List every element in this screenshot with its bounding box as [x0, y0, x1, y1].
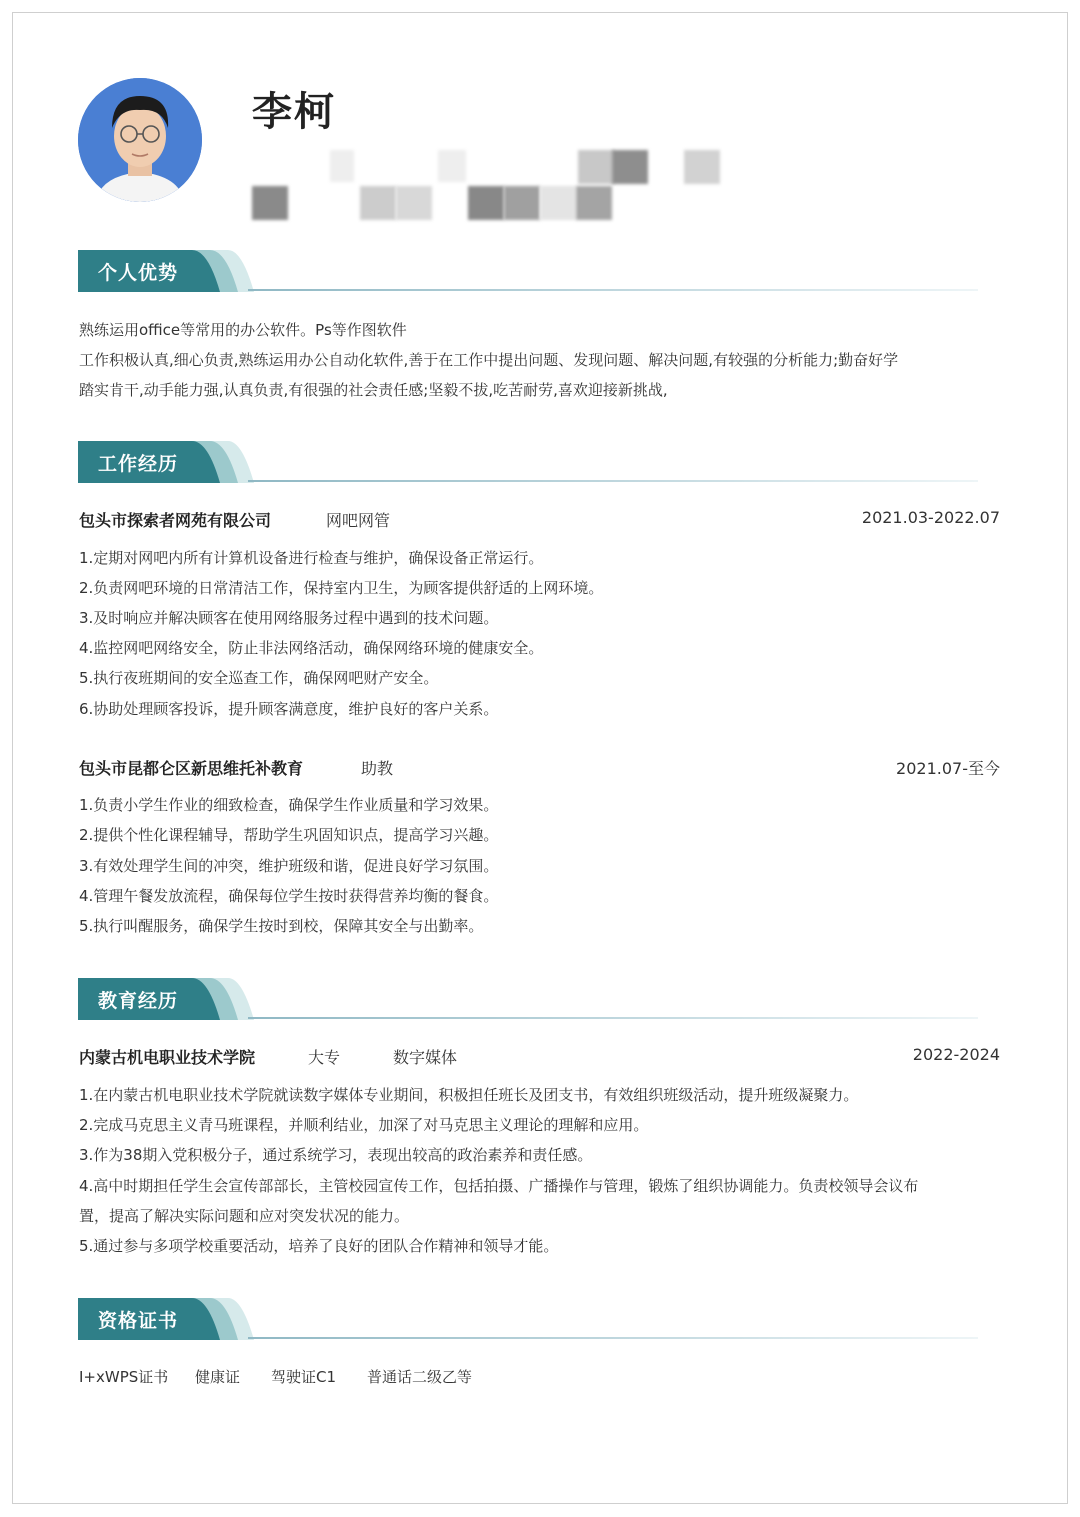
work-item: 5.执行夜班期间的安全巡查工作，确保网吧财产安全。 — [79, 669, 439, 687]
work-role: 助教 — [361, 759, 394, 778]
avatar — [78, 78, 202, 202]
section-divider — [248, 480, 978, 482]
certificate-item: 驾驶证C1 — [271, 1368, 337, 1386]
work-date: 2021.07-至今 — [896, 759, 1000, 778]
education-school: 内蒙古机电职业技术学院 — [79, 1048, 256, 1067]
work-item: 5.执行叫醒服务，确保学生按时到校，保障其安全与出勤率。 — [79, 917, 484, 935]
education-item: 5.通过参与多项学校重要活动，培养了良好的团队合作精神和领导才能。 — [79, 1237, 559, 1255]
advantage-line: 工作积极认真,细心负责,熟练运用办公自动化软件,善于在工作中提出问题、发现问题、解决问题,有较强的分析能力;勤奋好学 — [79, 351, 899, 369]
section-title: 资格证书 — [98, 1310, 179, 1332]
candidate-name: 李柯 — [252, 89, 336, 135]
section-title: 工作经历 — [98, 453, 179, 475]
section-header-advantages — [78, 250, 978, 294]
advantage-line: 熟练运用office等常用的办公软件。Ps等作图软件 — [79, 321, 407, 339]
work-item: 3.有效处理学生间的冲突，维护班级和谐，促进良好学习氛围。 — [79, 857, 499, 875]
work-item: 4.监控网吧网络安全，防止非法网络活动，确保网络环境的健康安全。 — [79, 639, 544, 657]
work-item: 6.协助处理顾客投诉，提升顾客满意度，维护良好的客户关系。 — [79, 700, 499, 718]
section-header-work — [78, 441, 978, 485]
section-divider — [248, 1017, 978, 1019]
work-item: 4.管理午餐发放流程，确保每位学生按时获得营养均衡的餐食。 — [79, 887, 499, 905]
work-item: 1.定期对网吧内所有计算机设备进行检查与维护，确保设备正常运行。 — [79, 549, 544, 567]
section-divider — [248, 289, 978, 291]
work-item: 2.提供个性化课程辅导，帮助学生巩固知识点，提高学习兴趣。 — [79, 826, 499, 844]
education-item: 2.完成马克思主义青马班课程，并顺利结业，加深了对马克思主义理论的理解和应用。 — [79, 1116, 649, 1134]
advantage-line: 踏实肯干,动手能力强,认真负责,有很强的社会责任感;坚毅不拔,吃苦耐劳,喜欢迎接新挑战, — [79, 381, 668, 399]
section-title: 个人优势 — [98, 262, 179, 284]
certificate-item: 健康证 — [195, 1368, 241, 1386]
certificate-item: 普通话二级乙等 — [367, 1368, 473, 1386]
section-divider — [248, 1337, 978, 1339]
work-item: 1.负责小学生作业的细致检查，确保学生作业质量和学习效果。 — [79, 796, 499, 814]
work-company: 包头市探索者网苑有限公司 — [79, 511, 272, 530]
education-item: 4.高中时期担任学生会宣传部部长，主管校园宣传工作，包括拍摄、广播操作与管理，锻炼了组织协调能力。负责校领导会议布 — [79, 1177, 919, 1195]
certificate-item: I+xWPS证书 — [79, 1368, 169, 1386]
work-date: 2021.03-2022.07 — [861, 508, 1000, 527]
section-header-education — [78, 978, 978, 1022]
section-header-certificates — [78, 1298, 978, 1342]
education-major: 数字媒体 — [393, 1048, 458, 1067]
education-date: 2022-2024 — [912, 1045, 1000, 1064]
work-role: 网吧网管 — [326, 511, 391, 530]
work-item: 3.及时响应并解决顾客在使用网络服务过程中遇到的技术问题。 — [79, 609, 499, 627]
education-degree: 大专 — [308, 1048, 341, 1067]
education-item: 1.在内蒙古机电职业技术学院就读数字媒体专业期间，积极担任班长及团支书，有效组织班级活动，提升班级凝聚力。 — [79, 1086, 859, 1104]
education-item: 置，提高了解决实际问题和应对突发状况的能力。 — [79, 1207, 410, 1225]
work-item: 2.负责网吧环境的日常清洁工作，保持室内卫生，为顾客提供舒适的上网环境。 — [79, 579, 604, 597]
section-title: 教育经历 — [98, 990, 179, 1012]
work-company: 包头市昆都仑区新思维托补教育 — [79, 759, 304, 778]
education-item: 3.作为38期入党积极分子，通过系统学习，表现出较高的政治素养和责任感。 — [79, 1146, 593, 1164]
